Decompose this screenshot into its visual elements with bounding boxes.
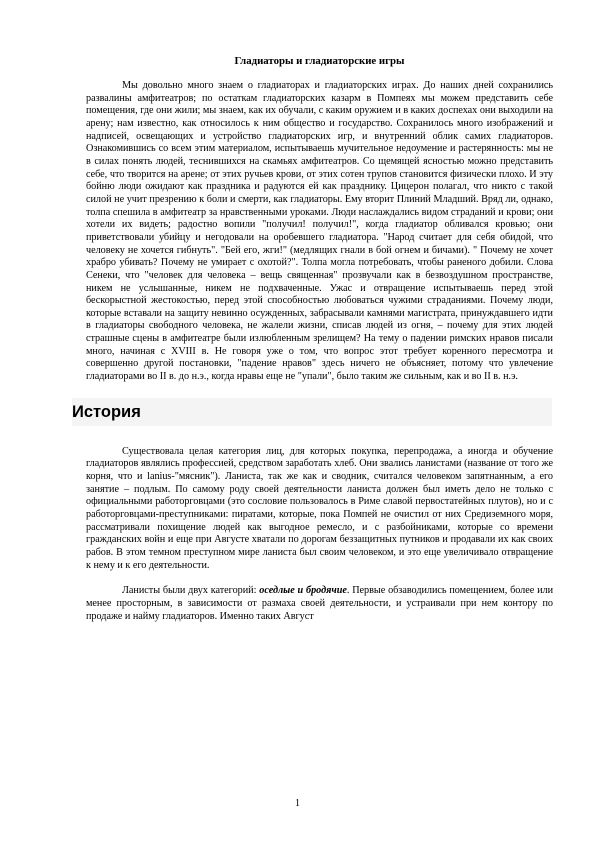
document-title: Гладиаторы и гладиаторские игры	[234, 55, 405, 67]
section-heading-history: История	[72, 398, 552, 426]
paragraph-lanista-profession: Существовала целая категория лиц, для которых покупка, перепродажа, а иногда и обучение гладиаторов являлись профессией, средством заработать хлеб. Они звались ланистами (название от того же корня, что и lanius-"мясник"). Ланиста, так же как и сводник, считался человеком запятнанным, а его занятие – подлым. По самому роду своей деятельности ланиста должен был иметь дело не только с официальными работорговцами (это сословие пользовалось в Риме славой первостатейных плутов), но и с работорговцами-преступниками: пиратами, которые, пока Помпей не очистил от них Средиземного моря, рассматривали похищение людей как выгодное ремесло, и с разбойниками, которые со времени гражданских войн и еще при Августе хватали по дорогам беззащитных путников и продавали их как своих рабов. В этом темном преступном мире ланиста был своим человеком, и это еще увеличивало отвращение к нему и к его деятельности.	[86, 445, 553, 571]
paragraph-lanista-categories-rest: . Первые обзаводились помещением, более или менее просторным, в зависимости от размаха своей деятельности, и устраивали при нем контору по продаже и найму гладиаторов. Именно таких Август	[86, 585, 554, 622]
paragraph-lanista-categories	[86, 585, 553, 623]
paragraph-intro: Мы довольно много знаем о гладиаторах и гладиаторских играх. До наших дней сохранились развалины амфитеатров; по остаткам гладиаторских казарм в Помпеях мы можем представить себе помещения, где они жили; мы знаем, как их обучали, с каким оружием и в каких доспехах они выходили на арену; нам известно, как относилось к ним общество и государство. Сохранилось много изображений и надписей, освещающих и устройство гладиаторских игр, и внутренний облик самих гладиаторов. Ознакомившись со всем этим материалом, испытываешь мучительное недоумение и растерянность: мы не в силах понять людей, теснившихся на скамьях амфитеатров. Со щемящей ясностью можно представить себе, что творится на арене; от этих ручьев крови, от этих сотен трупов становится физически плохо. И эту бойню люди ожидают как праздника и радуются ей как празднику. Цицерон полагал, что никто с такой силой не учит презрению к боли и смерти, как гладиаторы. Ему вторит Плиний Младший. Вряд ли, однако, толпа спешила в амфитеатр за нравственными уроками. Люди наслаждались видом страданий и крови; они хотели их видеть; радостно вопили "получил! получил!", когда гладиатор обливался кровью; они приветствовали убийцу и негодовали на оробевшего гладиатора. "Народ считает для себя обидой, что человеку не хочется гибнуть". "Бей его, жги!" (медлящих гнали в бой огнем и бичами). " Почему не хочет храбро убивать? Почему не умирает с охотой?". Толпа могла потребовать, чтобы раненого добили. Слова Сенеки, что "человек для человека – вещь священная" прозвучали как в безвоздушном пространстве, никем не услышанные, никем не подхваченные. Ужас и отвращение испытываешь перед этой бескорыстной жестокостью, перед этой способностью любоваться чужими страданиями. Почему люди, которые вставали на защиту невинно осужденных, забрасывали камнями магистрата, принуждавшего идти в гладиаторы свободного человека, не жалели жизни, списав людей из огня, – почему для этих людей страшные сцены в амфитеатре были излюбленным зрелищем? На тему о падении римских нравов писали много, начиная с XVIII в. Не говоря уже о том, что вопрос этот требует коренного пересмотра и совершенно другой постановки, "падение нравов" здесь ничего не объясняет, потому что увлечение гладиаторами во II в. до н.э., когда нравы еще не "упали", было таким же сильным, как и во II в. н.э.	[86, 80, 553, 383]
page-content	[72, 54, 554, 623]
emphasized-categories: оседлые и бродячие	[259, 585, 347, 597]
page-number: 1	[295, 798, 300, 809]
paragraph-lanista-categories-lead: Ланисты были двух категорий:	[122, 585, 260, 597]
